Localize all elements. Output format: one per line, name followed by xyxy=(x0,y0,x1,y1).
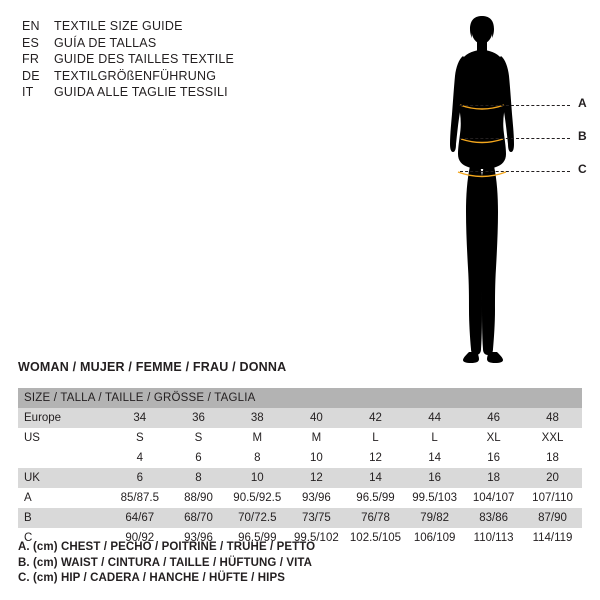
dashed-line xyxy=(460,105,570,106)
cell: 107/110 xyxy=(523,488,582,508)
cell: 90/92 xyxy=(110,528,169,548)
cell: 70/72.5 xyxy=(228,508,287,528)
language-row xyxy=(22,68,352,85)
language-text: TEXTILE SIZE GUIDE xyxy=(54,19,183,33)
cell: 85/87.5 xyxy=(110,488,169,508)
cell: 48 xyxy=(523,408,582,428)
language-text: GUIDA ALLE TAGLIE TESSILI xyxy=(54,85,228,99)
cell: 79/82 xyxy=(405,508,464,528)
cell: 18 xyxy=(464,468,523,488)
table-row xyxy=(18,408,582,428)
cell: 6 xyxy=(110,468,169,488)
cell: 96.5/99 xyxy=(228,528,287,548)
language-row xyxy=(22,18,352,35)
body-figure xyxy=(420,8,590,378)
cell: 44 xyxy=(405,408,464,428)
dashed-line xyxy=(460,138,570,139)
cell: S xyxy=(169,428,228,448)
section-title: WOMAN / MUJER / FEMME / FRAU / DONNA xyxy=(18,360,287,374)
cell: 16 xyxy=(405,468,464,488)
cell: S xyxy=(110,428,169,448)
measure-marker-c xyxy=(460,162,590,179)
cell: 14 xyxy=(405,448,464,468)
table-row xyxy=(18,488,582,508)
cell: M xyxy=(228,428,287,448)
cell: 102.5/105 xyxy=(346,528,405,548)
cell: 36 xyxy=(169,408,228,428)
row-label xyxy=(18,448,110,468)
cell: 40 xyxy=(287,408,346,428)
cell: 87/90 xyxy=(523,508,582,528)
measure-label-b: B xyxy=(578,129,587,143)
table-row xyxy=(18,448,582,468)
row-label: US xyxy=(18,428,110,448)
language-row xyxy=(22,35,352,52)
row-label: UK xyxy=(18,468,110,488)
cell: 6 xyxy=(169,448,228,468)
cell: L xyxy=(405,428,464,448)
cell: 110/113 xyxy=(464,528,523,548)
cell: 99.5/102 xyxy=(287,528,346,548)
table-row xyxy=(18,468,582,488)
measure-label-c: C xyxy=(578,162,587,176)
cell: 106/109 xyxy=(405,528,464,548)
row-label: C xyxy=(18,528,110,548)
cell: L xyxy=(346,428,405,448)
row-label: Europe xyxy=(18,408,110,428)
row-label: A xyxy=(18,488,110,508)
legend-row-a: A. (cm) CHEST / PECHO / POITRINE / TRUHE / PETTO xyxy=(18,541,316,553)
cell: 93/96 xyxy=(287,488,346,508)
cell: M xyxy=(287,428,346,448)
cell: 4 xyxy=(110,448,169,468)
cell: 20 xyxy=(523,468,582,488)
cell: 96.5/99 xyxy=(346,488,405,508)
cell: 90.5/92.5 xyxy=(228,488,287,508)
language-code: FR xyxy=(22,52,40,66)
cell: 10 xyxy=(228,468,287,488)
table-header-row xyxy=(18,388,582,408)
language-row xyxy=(22,84,352,101)
language-code: EN xyxy=(22,19,40,33)
cell: 88/90 xyxy=(169,488,228,508)
measure-marker-b xyxy=(460,129,590,146)
cell: XL xyxy=(464,428,523,448)
language-text: TEXTILGRÖßENFÜHRUNG xyxy=(54,68,217,83)
table-row xyxy=(18,508,582,528)
measurement-legend xyxy=(18,540,578,587)
cell: 46 xyxy=(464,408,523,428)
cell: 68/70 xyxy=(169,508,228,528)
cell: 12 xyxy=(287,468,346,488)
measure-marker-a xyxy=(460,96,590,113)
cell: 93/96 xyxy=(169,528,228,548)
language-code: DE xyxy=(22,68,40,83)
cell: 104/107 xyxy=(464,488,523,508)
table-header-label: SIZE / TALLA / TAILLE / GRÖSSE / TAGLIA xyxy=(18,388,582,408)
cell: 76/78 xyxy=(346,508,405,528)
cell: 34 xyxy=(110,408,169,428)
cell: 73/75 xyxy=(287,508,346,528)
cell: 16 xyxy=(464,448,523,468)
cell: 83/86 xyxy=(464,508,523,528)
cell: 18 xyxy=(523,448,582,468)
size-table xyxy=(18,388,582,548)
cell: 10 xyxy=(287,448,346,468)
legend-row-b: B. (cm) WAIST / CINTURA / TAILLE / HÜFTUNG / VITA xyxy=(18,556,313,569)
dashed-line xyxy=(460,171,570,172)
cell: 64/67 xyxy=(110,508,169,528)
cell: 38 xyxy=(228,408,287,428)
language-code: ES xyxy=(22,35,40,50)
cell: XXL xyxy=(523,428,582,448)
legend-row-c: C. (cm) HIP / CADERA / HANCHE / HÜFTE / HIPS xyxy=(18,572,286,584)
cell: 12 xyxy=(346,448,405,468)
cell: 99.5/103 xyxy=(405,488,464,508)
cell: 42 xyxy=(346,408,405,428)
female-silhouette-icon xyxy=(420,8,590,378)
cell: 114/119 xyxy=(523,528,582,548)
table-row xyxy=(18,428,582,448)
language-text: GUÍA DE TALLAS xyxy=(54,35,157,50)
measure-label-a: A xyxy=(578,96,587,110)
language-guide-list xyxy=(22,18,352,101)
row-label: B xyxy=(18,508,110,528)
language-row xyxy=(22,51,352,68)
language-text: GUIDE DES TAILLES TEXTILE xyxy=(54,52,235,66)
cell: 8 xyxy=(228,448,287,468)
cell: 14 xyxy=(346,468,405,488)
cell: 8 xyxy=(169,468,228,488)
language-code: IT xyxy=(22,85,34,99)
